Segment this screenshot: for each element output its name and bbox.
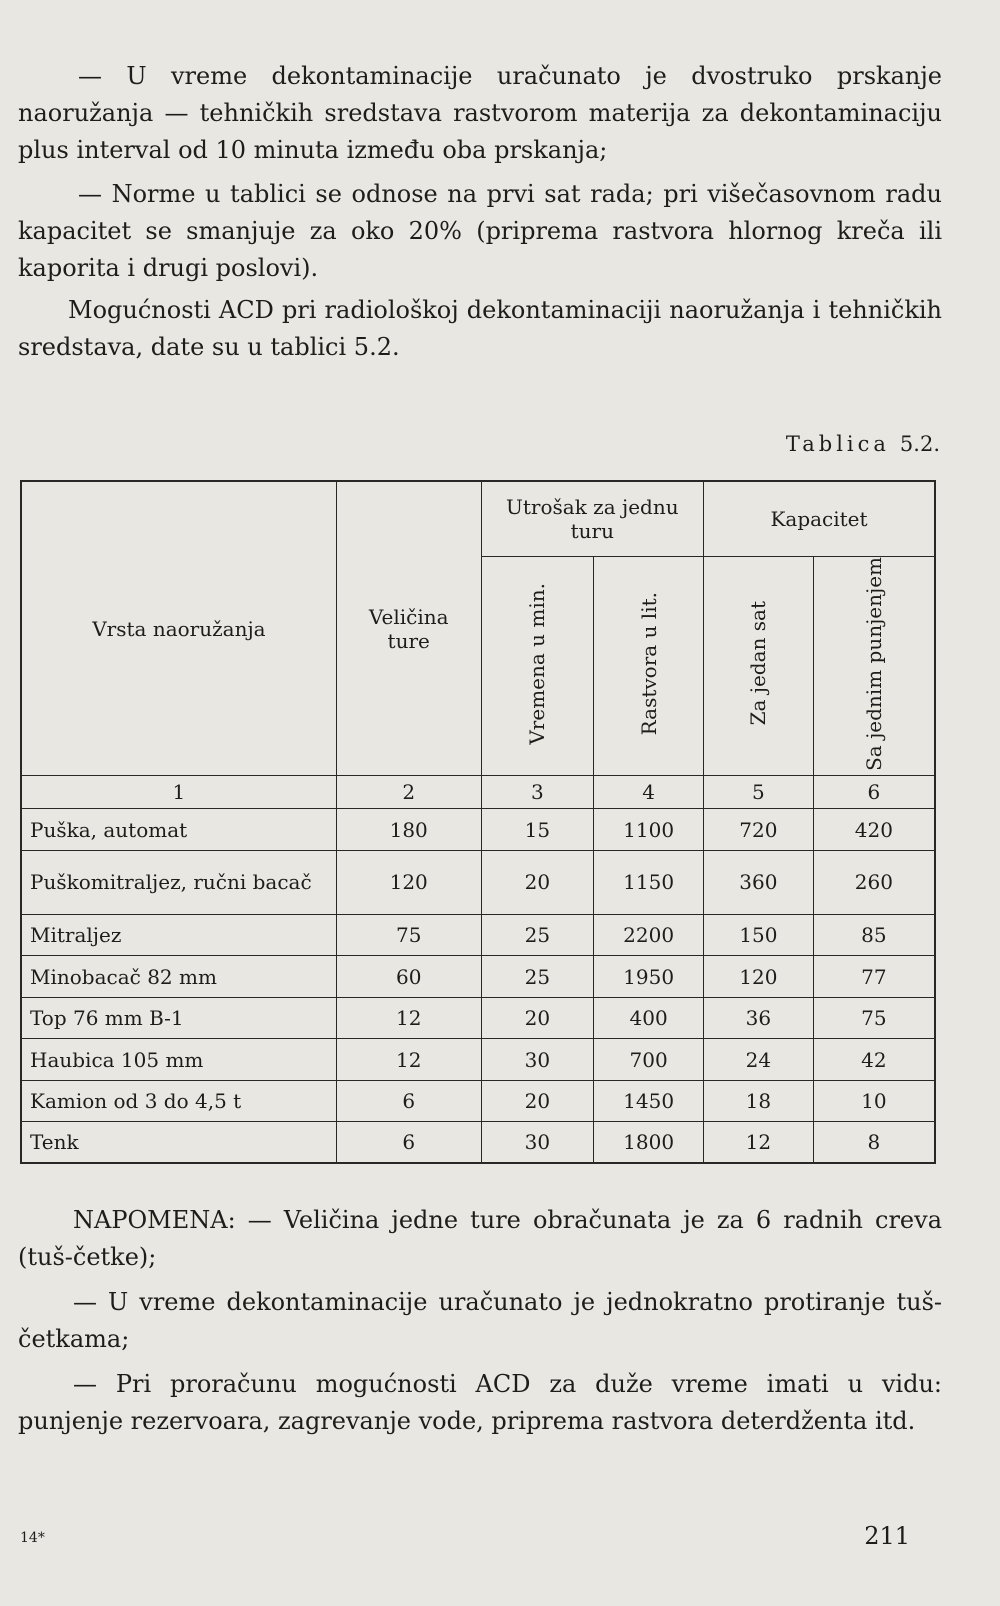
decontamination-table [20, 480, 936, 1164]
row-per-filling: 8 [813, 1122, 935, 1164]
intro-paragraph-1: — U vreme dekontaminacije uračunato je dvostruko prskanje naoružanja — tehničkih sredstava rastvorom materija za dekontaminaciju plus interval od 10 minuta između oba prskanja; [18, 62, 942, 164]
column-number: 6 [813, 776, 935, 809]
row-tour-size: 75 [336, 914, 481, 956]
note-paragraph-2: — U vreme dekontaminacije uračunato je jednokratno protiranje tuš-četkama; [18, 1288, 942, 1353]
table-row [21, 1122, 935, 1164]
row-minutes: 15 [481, 809, 594, 851]
row-weapon-type: Top 76 mm B-1 [21, 997, 336, 1039]
row-tour-size: 60 [336, 956, 481, 998]
row-tour-size: 120 [336, 850, 481, 914]
row-weapon-type: Haubica 105 mm [21, 1039, 336, 1081]
row-per-hour: 150 [704, 914, 814, 956]
intro-paragraph-3: Mogućnosti ACD pri radiološkoj dekontaminaciji naoružanja i tehničkih sredstava, date su u tablici 5.2. [18, 296, 942, 361]
header-kapacitet: Kapacitet [704, 481, 935, 556]
header-vrsta: Vrsta naoružanja [21, 481, 336, 776]
row-tour-size: 6 [336, 1122, 481, 1164]
row-weapon-type: Puška, automat [21, 809, 336, 851]
row-per-hour: 12 [704, 1122, 814, 1164]
row-minutes: 20 [481, 850, 594, 914]
row-weapon-type: Mitraljez [21, 914, 336, 956]
row-liters: 400 [594, 997, 704, 1039]
column-number: 4 [594, 776, 704, 809]
table-row [21, 1080, 935, 1122]
header-velicina: Veličina ture [336, 481, 481, 776]
row-liters: 1100 [594, 809, 704, 851]
header-vremena-cell [481, 556, 594, 776]
table-row [21, 914, 935, 956]
table-row [21, 1039, 935, 1081]
note-paragraph-3: — Pri proračunu mogućnosti ACD za duže vreme imati u vidu: punjenje rezervoara, zagrevanje vode, priprema rastvora deterdženta itd. [18, 1370, 942, 1435]
row-liters: 700 [594, 1039, 704, 1081]
header-utrosak: Utrošak za jednu turu [481, 481, 703, 556]
row-weapon-type: Minobacač 82 mm [21, 956, 336, 998]
table-caption-label: Tablica [785, 432, 890, 456]
table-caption-number: 5.2. [899, 432, 940, 456]
row-per-filling: 260 [813, 850, 935, 914]
row-minutes: 20 [481, 1080, 594, 1122]
header-rastvora-cell [594, 556, 704, 776]
column-number: 3 [481, 776, 594, 809]
header-sa-jednim-punjenjem: Sa jednim punjenjem [861, 556, 886, 771]
row-per-filling: 85 [813, 914, 935, 956]
row-minutes: 25 [481, 914, 594, 956]
row-per-filling: 77 [813, 956, 935, 998]
row-tour-size: 6 [336, 1080, 481, 1122]
table-row [21, 809, 935, 851]
column-number: 2 [336, 776, 481, 809]
row-per-filling: 75 [813, 997, 935, 1039]
header-sa-jednim-cell [813, 556, 935, 776]
row-tour-size: 12 [336, 1039, 481, 1081]
column-number-row [21, 776, 935, 809]
row-per-hour: 18 [704, 1080, 814, 1122]
row-liters: 1450 [594, 1080, 704, 1122]
row-per-hour: 360 [704, 850, 814, 914]
row-tour-size: 12 [336, 997, 481, 1039]
table-row [21, 956, 935, 998]
row-liters: 2200 [594, 914, 704, 956]
row-weapon-type: Kamion od 3 do 4,5 t [21, 1080, 336, 1122]
intro-paragraph-2: — Norme u tablici se odnose na prvi sat rada; pri višečasovnom radu kapacitet se smanjuje za oko 20% (priprema rastvora hlornog kreča ili kaporita i drugi poslovi). [18, 180, 942, 282]
row-per-filling: 420 [813, 809, 935, 851]
table-caption [786, 432, 940, 456]
row-liters: 1950 [594, 956, 704, 998]
column-number: 1 [21, 776, 336, 809]
row-minutes: 20 [481, 997, 594, 1039]
header-vremena: Vremena u min. [525, 582, 550, 745]
note-paragraph-1: NAPOMENA: — Veličina jedne ture obračunata je za 6 radnih creva (tuš-četke); [18, 1206, 942, 1271]
row-liters: 1800 [594, 1122, 704, 1164]
row-per-filling: 42 [813, 1039, 935, 1081]
row-liters: 1150 [594, 850, 704, 914]
header-za-jedan-sat: Za jedan sat [746, 601, 771, 726]
signature-mark: 14* [20, 1530, 45, 1546]
row-per-hour: 120 [704, 956, 814, 998]
row-per-hour: 24 [704, 1039, 814, 1081]
row-minutes: 25 [481, 956, 594, 998]
header-rastvora: Rastvora u lit. [636, 591, 661, 736]
header-za-jedan-sat-cell [704, 556, 814, 776]
row-tour-size: 180 [336, 809, 481, 851]
table-row [21, 850, 935, 914]
row-per-filling: 10 [813, 1080, 935, 1122]
column-number: 5 [704, 776, 814, 809]
row-per-hour: 36 [704, 997, 814, 1039]
table-row [21, 997, 935, 1039]
row-minutes: 30 [481, 1122, 594, 1164]
page-number: 211 [864, 1522, 910, 1550]
row-weapon-type: Puškomitraljez, ručni bacač [21, 850, 336, 914]
row-minutes: 30 [481, 1039, 594, 1081]
row-per-hour: 720 [704, 809, 814, 851]
row-weapon-type: Tenk [21, 1122, 336, 1164]
